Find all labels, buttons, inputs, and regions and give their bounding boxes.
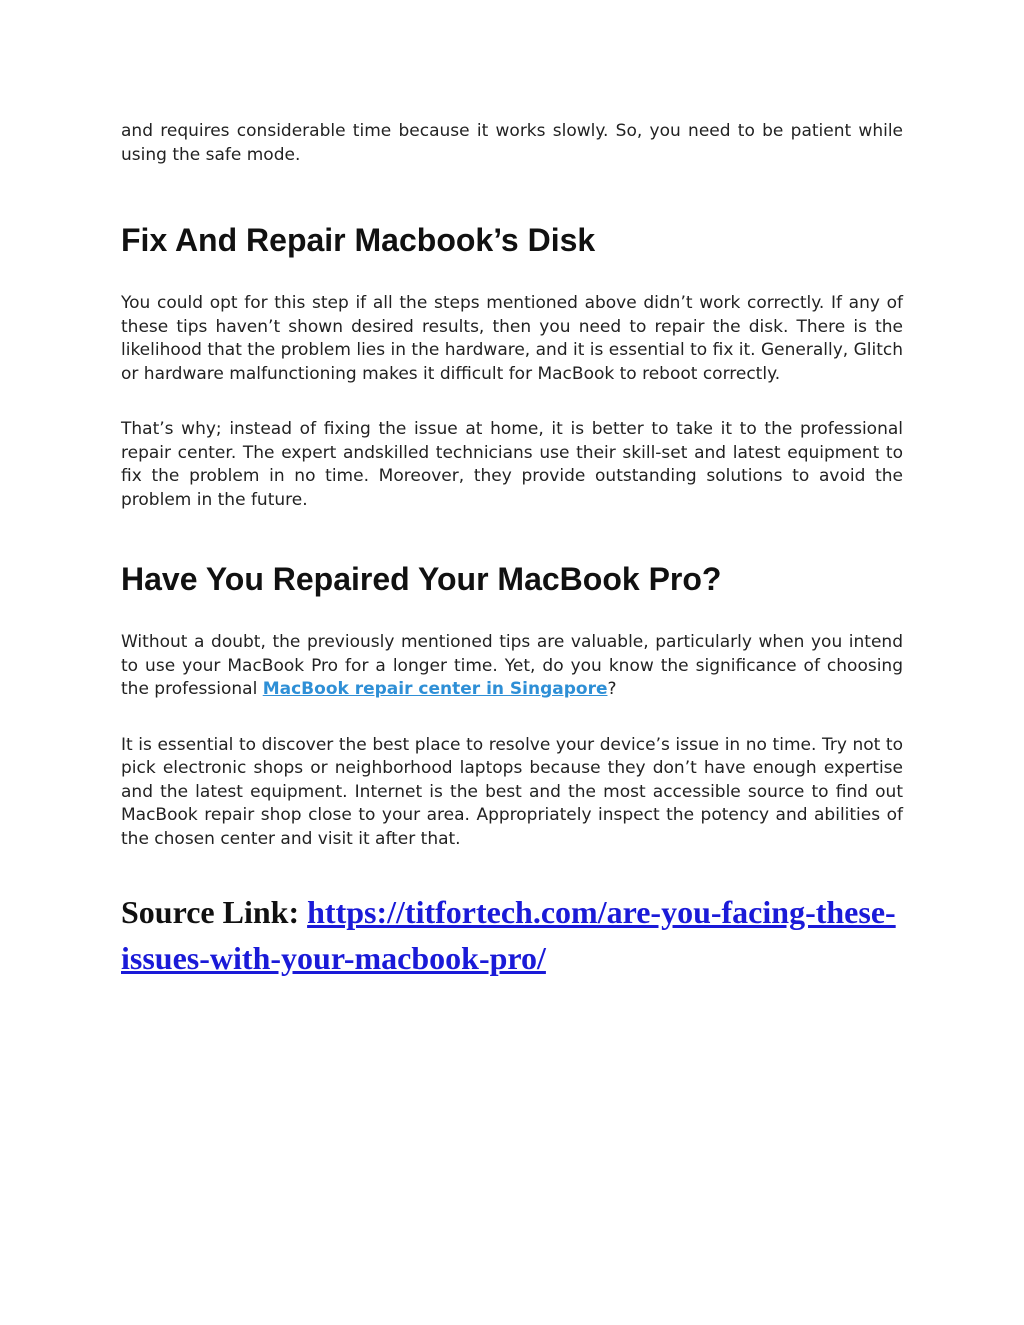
paragraph-text-before-link: Without a doubt, the previously mentioned tips are valuable, particularly when you intend to use your MacBook Pro for a longer time. Yet, do you know the significance of choosing the professional bbox=[121, 632, 903, 699]
section-heading-disk-repair: Fix And Repair Macbook’s Disk bbox=[121, 222, 596, 258]
source-url-link[interactable]: https://titfortech.com/are-you-facing-these-issues-with-your-macbook-pro/ bbox=[121, 894, 896, 976]
disk-repair-paragraph-1: You could opt for this step if all the steps mentioned above didn’t work correctly. If any of these tips haven’t shown desired results, then you need to repair the disk. There is the likelihood that the problem lies in the hardware, and it is essential to fix it. Generally, Glitch or hardware malfunctioning makes it difficult for MacBook to reboot correctly. bbox=[121, 293, 903, 384]
document-page bbox=[121, 120, 903, 981]
paragraph-text-after-link: ? bbox=[607, 679, 617, 699]
disk-repair-paragraph-2: That’s why; instead of fixing the issue at home, it is better to take it to the professional repair center. The expert andskilled technicians use their skill-set and latest equipment to fix the problem in no time. Moreover, they provide outstanding solutions to avoid the problem in the future. bbox=[121, 419, 903, 510]
intro-paragraph: and requires considerable time because it works slowly. So, you need to be patient while using the safe mode. bbox=[121, 121, 903, 165]
macbook-repair-center-link[interactable]: MacBook repair center in Singapore bbox=[262, 679, 608, 699]
repaired-macbook-paragraph-1 bbox=[121, 631, 903, 702]
source-link-label: Source Link: bbox=[121, 894, 300, 930]
section-heading-repaired-macbook: Have You Repaired Your MacBook Pro? bbox=[121, 561, 722, 597]
repaired-macbook-paragraph-2: It is essential to discover the best place to resolve your device’s issue in no time. Try not to pick electronic shops or neighborhood laptops because they don’t have enough expertise and the latest equipment. Internet is the best and the most accessible source to find out MacBook repair shop close to your area. Appropriately inspect the potency and abilities of the chosen center and visit it after that. bbox=[121, 734, 903, 849]
source-link-block bbox=[121, 889, 903, 981]
